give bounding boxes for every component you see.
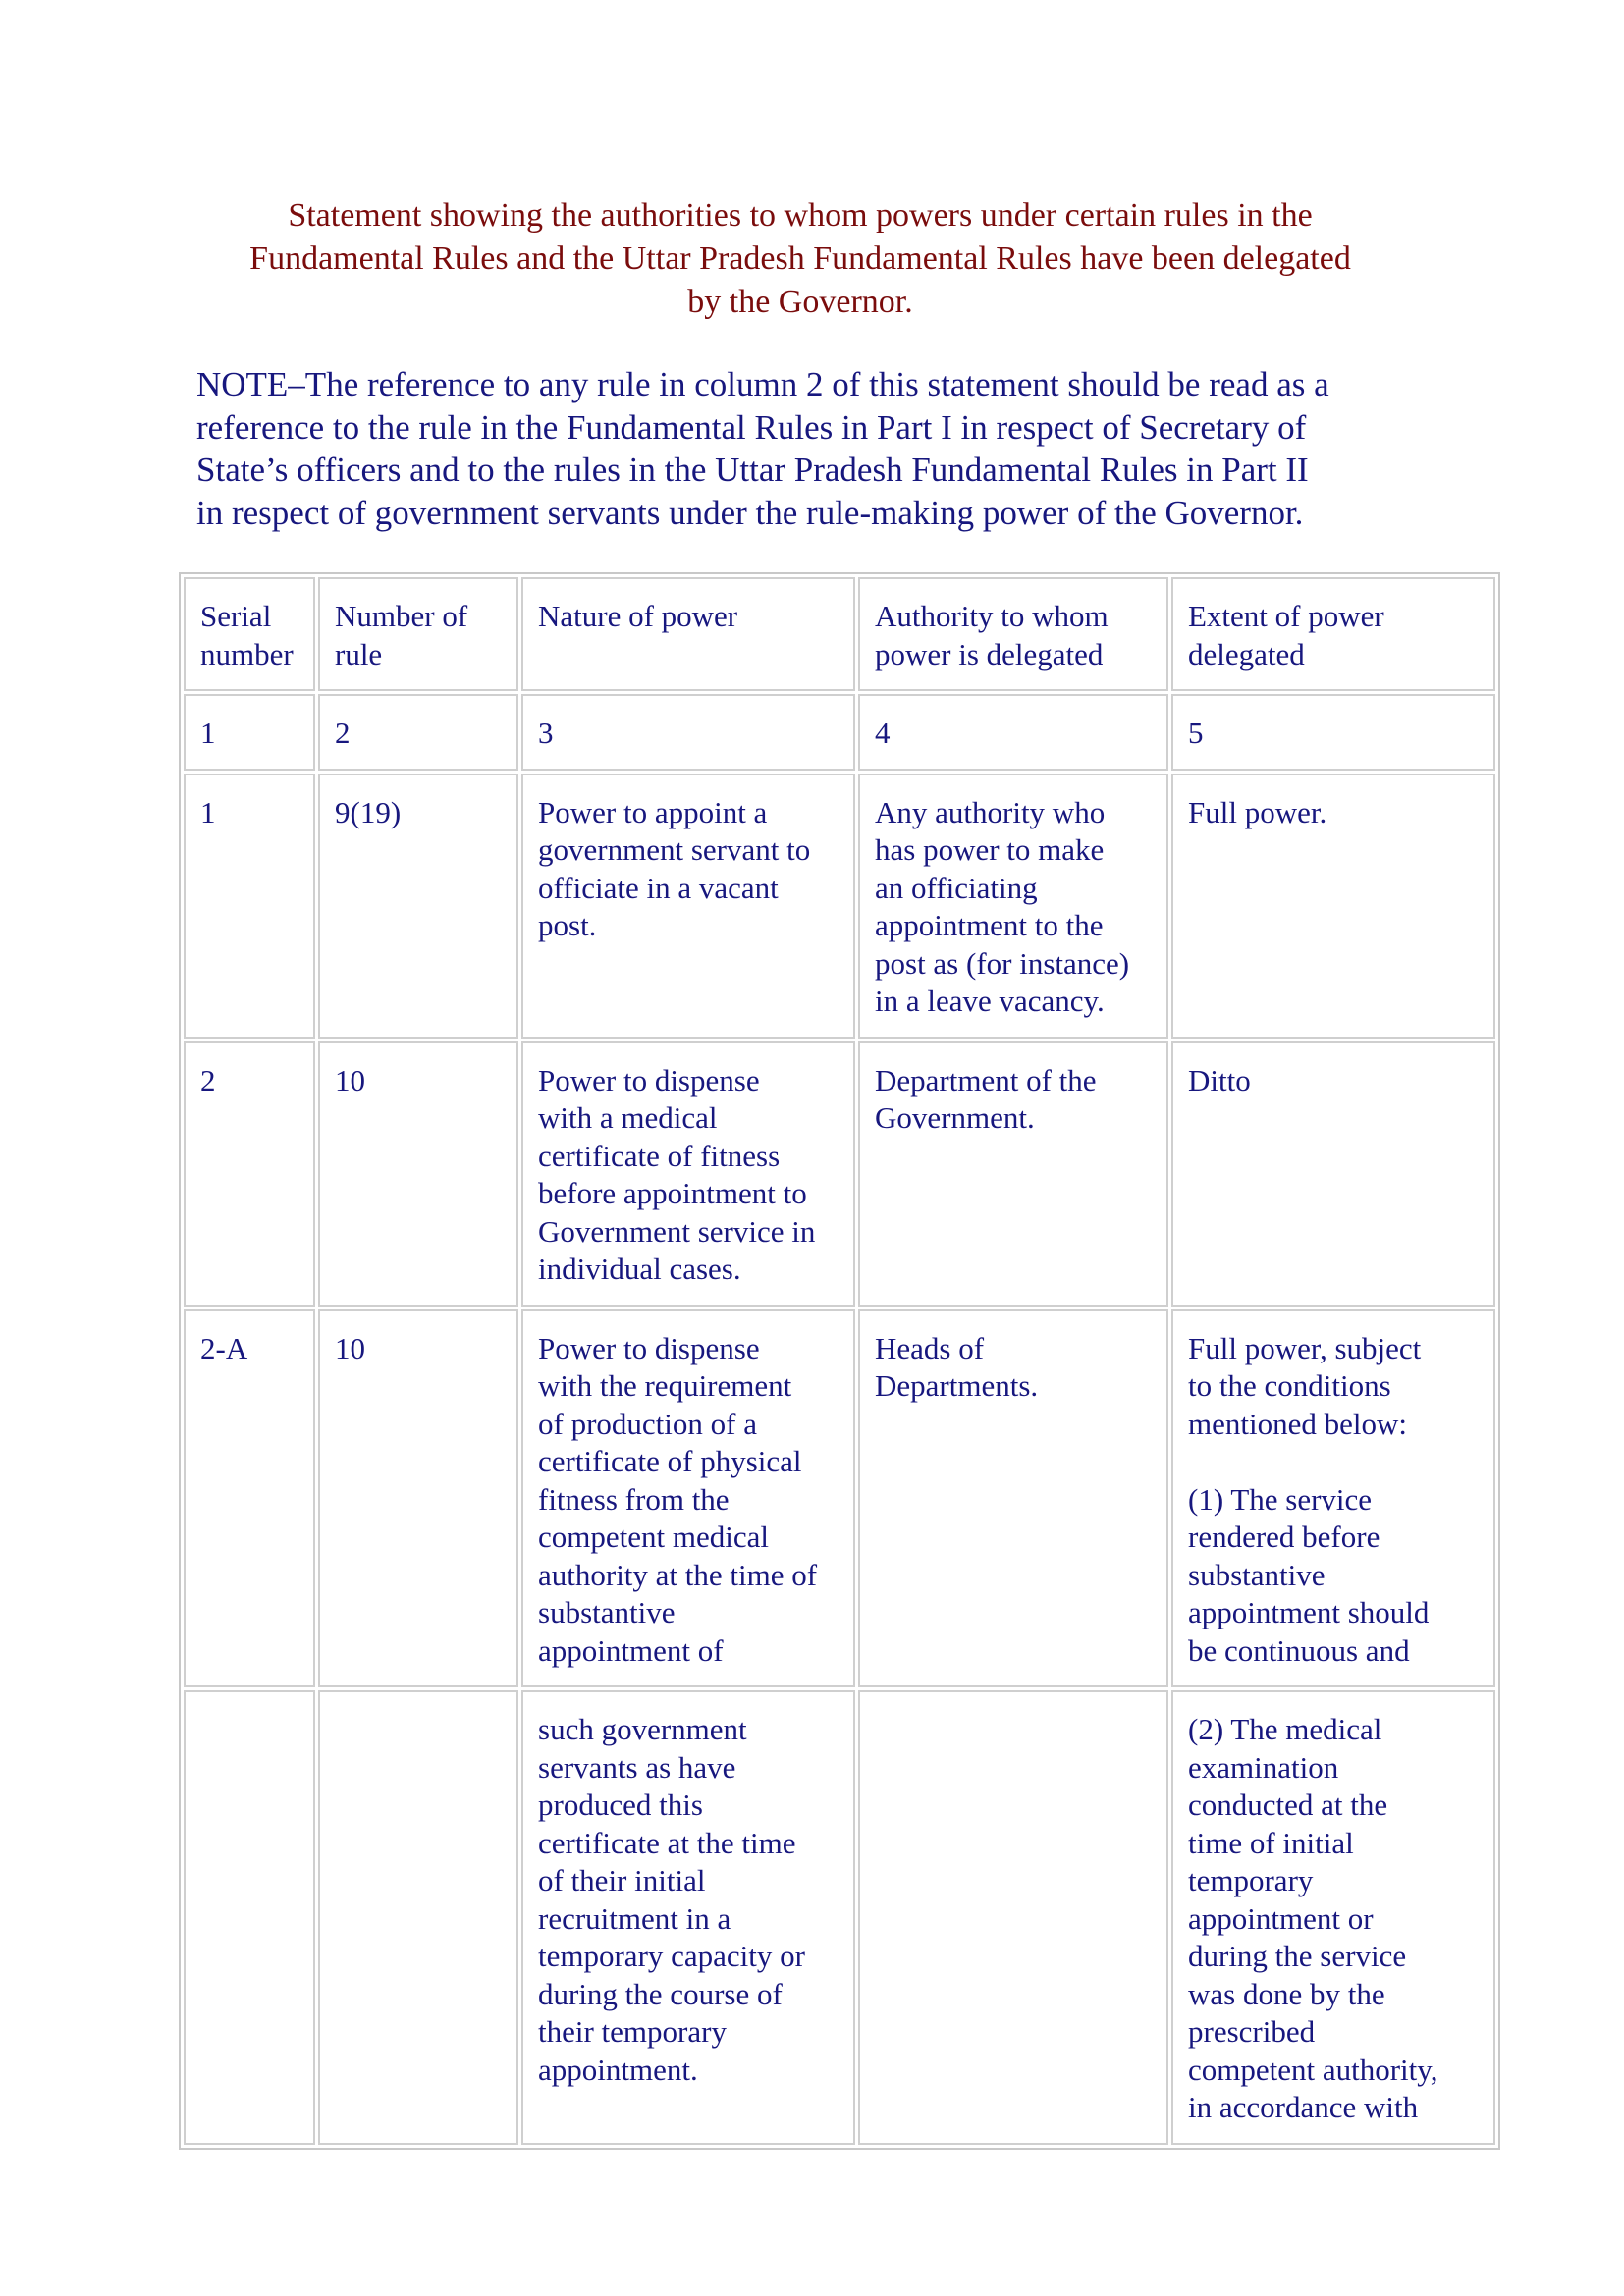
cell-text-line: an officiating [875, 870, 1038, 905]
cell-text-line: appointment to the [875, 908, 1104, 942]
cell-text-line: certificate at the time [538, 1825, 796, 1860]
cell-text-line: mentioned below: [1188, 1406, 1407, 1441]
cell-text-line: of their initial [538, 1863, 706, 1897]
cell-text-line: prescribed [1188, 2014, 1316, 2049]
authority-cell [858, 774, 1168, 1039]
extent-cell [1171, 1690, 1495, 2145]
document-title [196, 194, 1404, 324]
cell-text-line: Government service in [538, 1213, 816, 1249]
extent-cell [1171, 1309, 1495, 1688]
serial-cell [184, 1041, 315, 1307]
cell-text-line: Full power. [1188, 794, 1327, 829]
cell-text-line: Government. [875, 1100, 1035, 1135]
cell-text-line: such government [538, 1712, 747, 1746]
nature-cell [521, 1309, 855, 1688]
cell-text-line: competent authority, [1188, 2052, 1438, 2087]
table-row [184, 1309, 1495, 1688]
cell-text-line: authority at the time of [538, 1557, 818, 1592]
cell-text-line: Heads of [875, 1330, 985, 1365]
cell-text-line: was done by the [1188, 1976, 1385, 2011]
column-number: 2 [318, 694, 518, 771]
authority-cell [858, 1309, 1168, 1688]
column-number: 5 [1171, 694, 1495, 771]
cell-text-line: their temporary [538, 2014, 727, 2049]
cell-text-line: post. [538, 908, 597, 942]
cell-text-line: servants as have [538, 1749, 736, 1785]
header-extent-of-power: Extent of power delegated [1171, 577, 1495, 691]
cell-text-line: substantive [538, 1595, 676, 1629]
cell-text-line: certificate of fitness [538, 1138, 781, 1173]
cell-text-line: produced this [538, 1788, 703, 1822]
cell-text-line: be continuous and [1188, 1632, 1410, 1668]
note-paragraph [196, 363, 1434, 534]
cell-text-line: officiate in a vacant [538, 870, 779, 905]
cell-text-line: substantive [1188, 1557, 1326, 1592]
cell-text-line: Power to dispense [538, 1330, 760, 1365]
cell-text-line: (2) The medical [1188, 1712, 1382, 1746]
cell-text-line: with the requirement [538, 1368, 792, 1403]
header-authority: Authority to whom power is delegated [858, 577, 1168, 691]
cell-text-line: in a leave vacancy. [875, 984, 1105, 1018]
cell-text-line: Any authority who [875, 794, 1106, 829]
title-line: by the Governor. [687, 284, 913, 320]
cell-text-line: individual cases. [538, 1252, 741, 1286]
cell-text-line: appointment should [1188, 1595, 1430, 1629]
cell-text-line: government servant to [538, 832, 811, 867]
note-line: NOTE–The reference to any rule in column 2 of this statement should be read as a [196, 365, 1329, 403]
cell-text-line: competent medical [538, 1520, 769, 1554]
table-row [184, 1041, 1495, 1307]
cell-text-line: (1) The service [1188, 1481, 1373, 1517]
cell-text-line: examination [1188, 1749, 1339, 1785]
authority-cell [858, 1690, 1168, 2145]
authority-cell [858, 1041, 1168, 1307]
header-number-of-rule: Number of rule [318, 577, 518, 691]
nature-cell [521, 774, 855, 1039]
serial-cell [184, 774, 315, 1039]
column-number: 3 [521, 694, 855, 771]
cell-text-line: Departments. [875, 1368, 1039, 1403]
header-serial-number: Serial number [184, 577, 315, 691]
cell-text-line: Department of the [875, 1062, 1097, 1097]
cell-text-line: appointment. [538, 2052, 698, 2087]
column-number: 1 [184, 694, 315, 771]
header-nature-of-power: Nature of power [521, 577, 855, 691]
cell-text-line: post as (for instance) [875, 945, 1130, 981]
note-line: State’s officers and to the rules in the Uttar Pradesh Fundamental Rules in Part II [196, 451, 1309, 489]
cell-text-line: Ditto [1188, 1062, 1251, 1097]
table-row [184, 1690, 1495, 2145]
note-line: reference to the rule in the Fundamental Rules in Part I in respect of Secretary of [196, 407, 1307, 447]
title-line: Statement showing the authorities to whom powers under certain rules in the [288, 197, 1313, 234]
cell-text-line: certificate of physical [538, 1444, 802, 1478]
cell-text-line: 2-A [200, 1330, 248, 1365]
rule-cell [318, 1041, 518, 1307]
cell-text-line: 2 [200, 1062, 216, 1097]
paragraph-gap [1188, 1443, 1479, 1481]
column-number: 4 [858, 694, 1168, 771]
cell-text-line: in accordance with [1188, 2090, 1419, 2124]
serial-cell [184, 1690, 315, 2145]
cell-text-line: fitness from the [538, 1481, 730, 1517]
cell-text-line: temporary capacity or [538, 1939, 805, 1973]
cell-text-line: before appointment to [538, 1176, 807, 1210]
delegation-table [179, 572, 1500, 2150]
rule-cell [318, 1309, 518, 1688]
table-row [184, 774, 1495, 1039]
cell-text-line: to the conditions [1188, 1368, 1391, 1403]
table-header-row [184, 577, 1495, 691]
cell-text-line: recruitment in a [538, 1900, 731, 1936]
cell-text-line: appointment of [538, 1632, 724, 1668]
cell-text-line: Full power, subject [1188, 1330, 1422, 1365]
cell-text-line: has power to make [875, 832, 1105, 867]
nature-cell [521, 1690, 855, 2145]
cell-text-line: Power to appoint a [538, 794, 768, 829]
cell-text-line: temporary [1188, 1863, 1314, 1897]
cell-text-line: during the course of [538, 1976, 783, 2011]
cell-text-line: 1 [200, 794, 216, 829]
cell-text-line: 10 [335, 1330, 365, 1365]
cell-text-line: rendered before [1188, 1520, 1380, 1554]
rule-cell [318, 1690, 518, 2145]
cell-text-line: with a medical [538, 1100, 718, 1135]
cell-text-line: 9(19) [335, 794, 402, 829]
cell-text-line: appointment or [1188, 1900, 1374, 1936]
note-line: in respect of government servants under the rule-making power of the Governor. [196, 493, 1304, 532]
cell-text-line: of production of a [538, 1406, 757, 1441]
serial-cell [184, 1309, 315, 1688]
rule-cell [318, 774, 518, 1039]
extent-cell [1171, 1041, 1495, 1307]
cell-text-line: conducted at the [1188, 1788, 1388, 1822]
column-number-row [184, 694, 1495, 771]
title-line: Fundamental Rules and the Uttar Pradesh Fundamental Rules have been delegated [249, 240, 1351, 277]
extent-cell [1171, 774, 1495, 1039]
cell-text-line: during the service [1188, 1939, 1407, 1973]
cell-text-line: 10 [335, 1062, 365, 1097]
cell-text-line: time of initial [1188, 1825, 1354, 1860]
cell-text-line: Power to dispense [538, 1062, 760, 1097]
nature-cell [521, 1041, 855, 1307]
